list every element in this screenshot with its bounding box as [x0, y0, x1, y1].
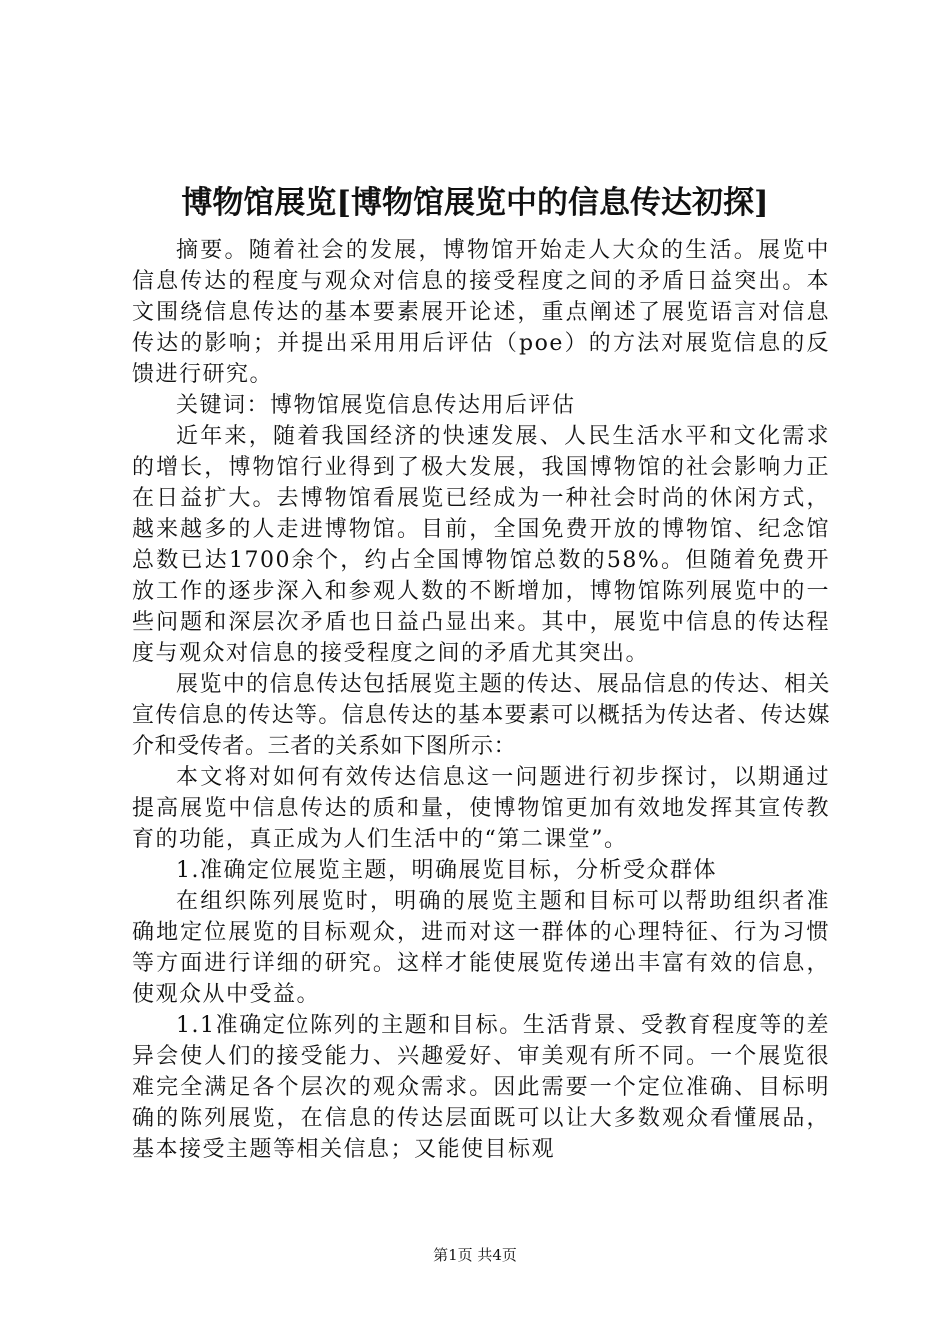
section-heading-1: 1.准确定位展览主题，明确展览目标，分析受众群体	[176, 858, 717, 883]
keywords-paragraph: 关键词：博物馆展览信息传达用后评估	[176, 393, 576, 418]
document-body	[132, 235, 830, 1165]
abstract-paragraph: 摘要。随着社会的发展，博物馆开始走人大众的生活。展览中信息传达的程度与观众对信息的接受程度之间的矛盾日益突出。本文围绕信息传达的基本要素展开论述，重点阐述了展览语言对信息传达的影响；并提出采用用后评估（poe）的方法对展览信息的反馈进行研究。	[132, 238, 830, 387]
document-title: 博物馆展览[博物馆展览中的信息传达初探]	[181, 185, 769, 221]
section-1-1-paragraph: 1.1准确定位陈列的主题和目标。生活背景、受教育程度等的差异会使人们的接受能力、兴趣爱好、审美观有所不同。一个展览很难完全满足各个层次的观众需求。因此需要一个定位准确、目标明确的陈列展览，在信息的传达层面既可以让大多数观众看懂展品，基本接受主题等相关信息；又能使目标观	[132, 1013, 830, 1162]
intro-paragraph: 近年来，随着我国经济的快速发展、人民生活水平和文化需求的增长，博物馆行业得到了极大发展，我国博物馆的社会影响力正在日益扩大。去博物馆看展览已经成为一种社会时尚的休闲方式，越来越多的人走进博物馆。目前，全国免费开放的博物馆、纪念馆总数已达1700余个，约占全国博物馆总数的58%。但随着免费开放工作的逐步深入和参观人数的不断增加，博物馆陈列展览中的一些问题和深层次矛盾也日益凸显出来。其中，展览中信息的传达程度与观众对信息的接受程度之间的矛盾尤其突出。	[132, 424, 830, 666]
elements-paragraph: 展览中的信息传达包括展览主题的传达、展品信息的传达、相关宣传信息的传达等。信息传达的基本要素可以概括为传达者、传达媒介和受传者。三者的关系如下图所示：	[132, 672, 830, 759]
purpose-paragraph: 本文将对如何有效传达信息这一问题进行初步探讨，以期通过提高展览中信息传达的质和量，使博物馆更加有效地发挥其宣传教育的功能，真正成为人们生活中的“第二课堂”。	[132, 765, 830, 852]
section-1-paragraph: 在组织陈列展览时，明确的展览主题和目标可以帮助组织者准确地定位展览的目标观众，进而对这一群体的心理特征、行为习惯等方面进行详细的研究。这样才能使展览传递出丰富有效的信息，使观众从中受益。	[132, 889, 830, 1007]
page-number: 第1页 共4页	[433, 1246, 517, 1264]
